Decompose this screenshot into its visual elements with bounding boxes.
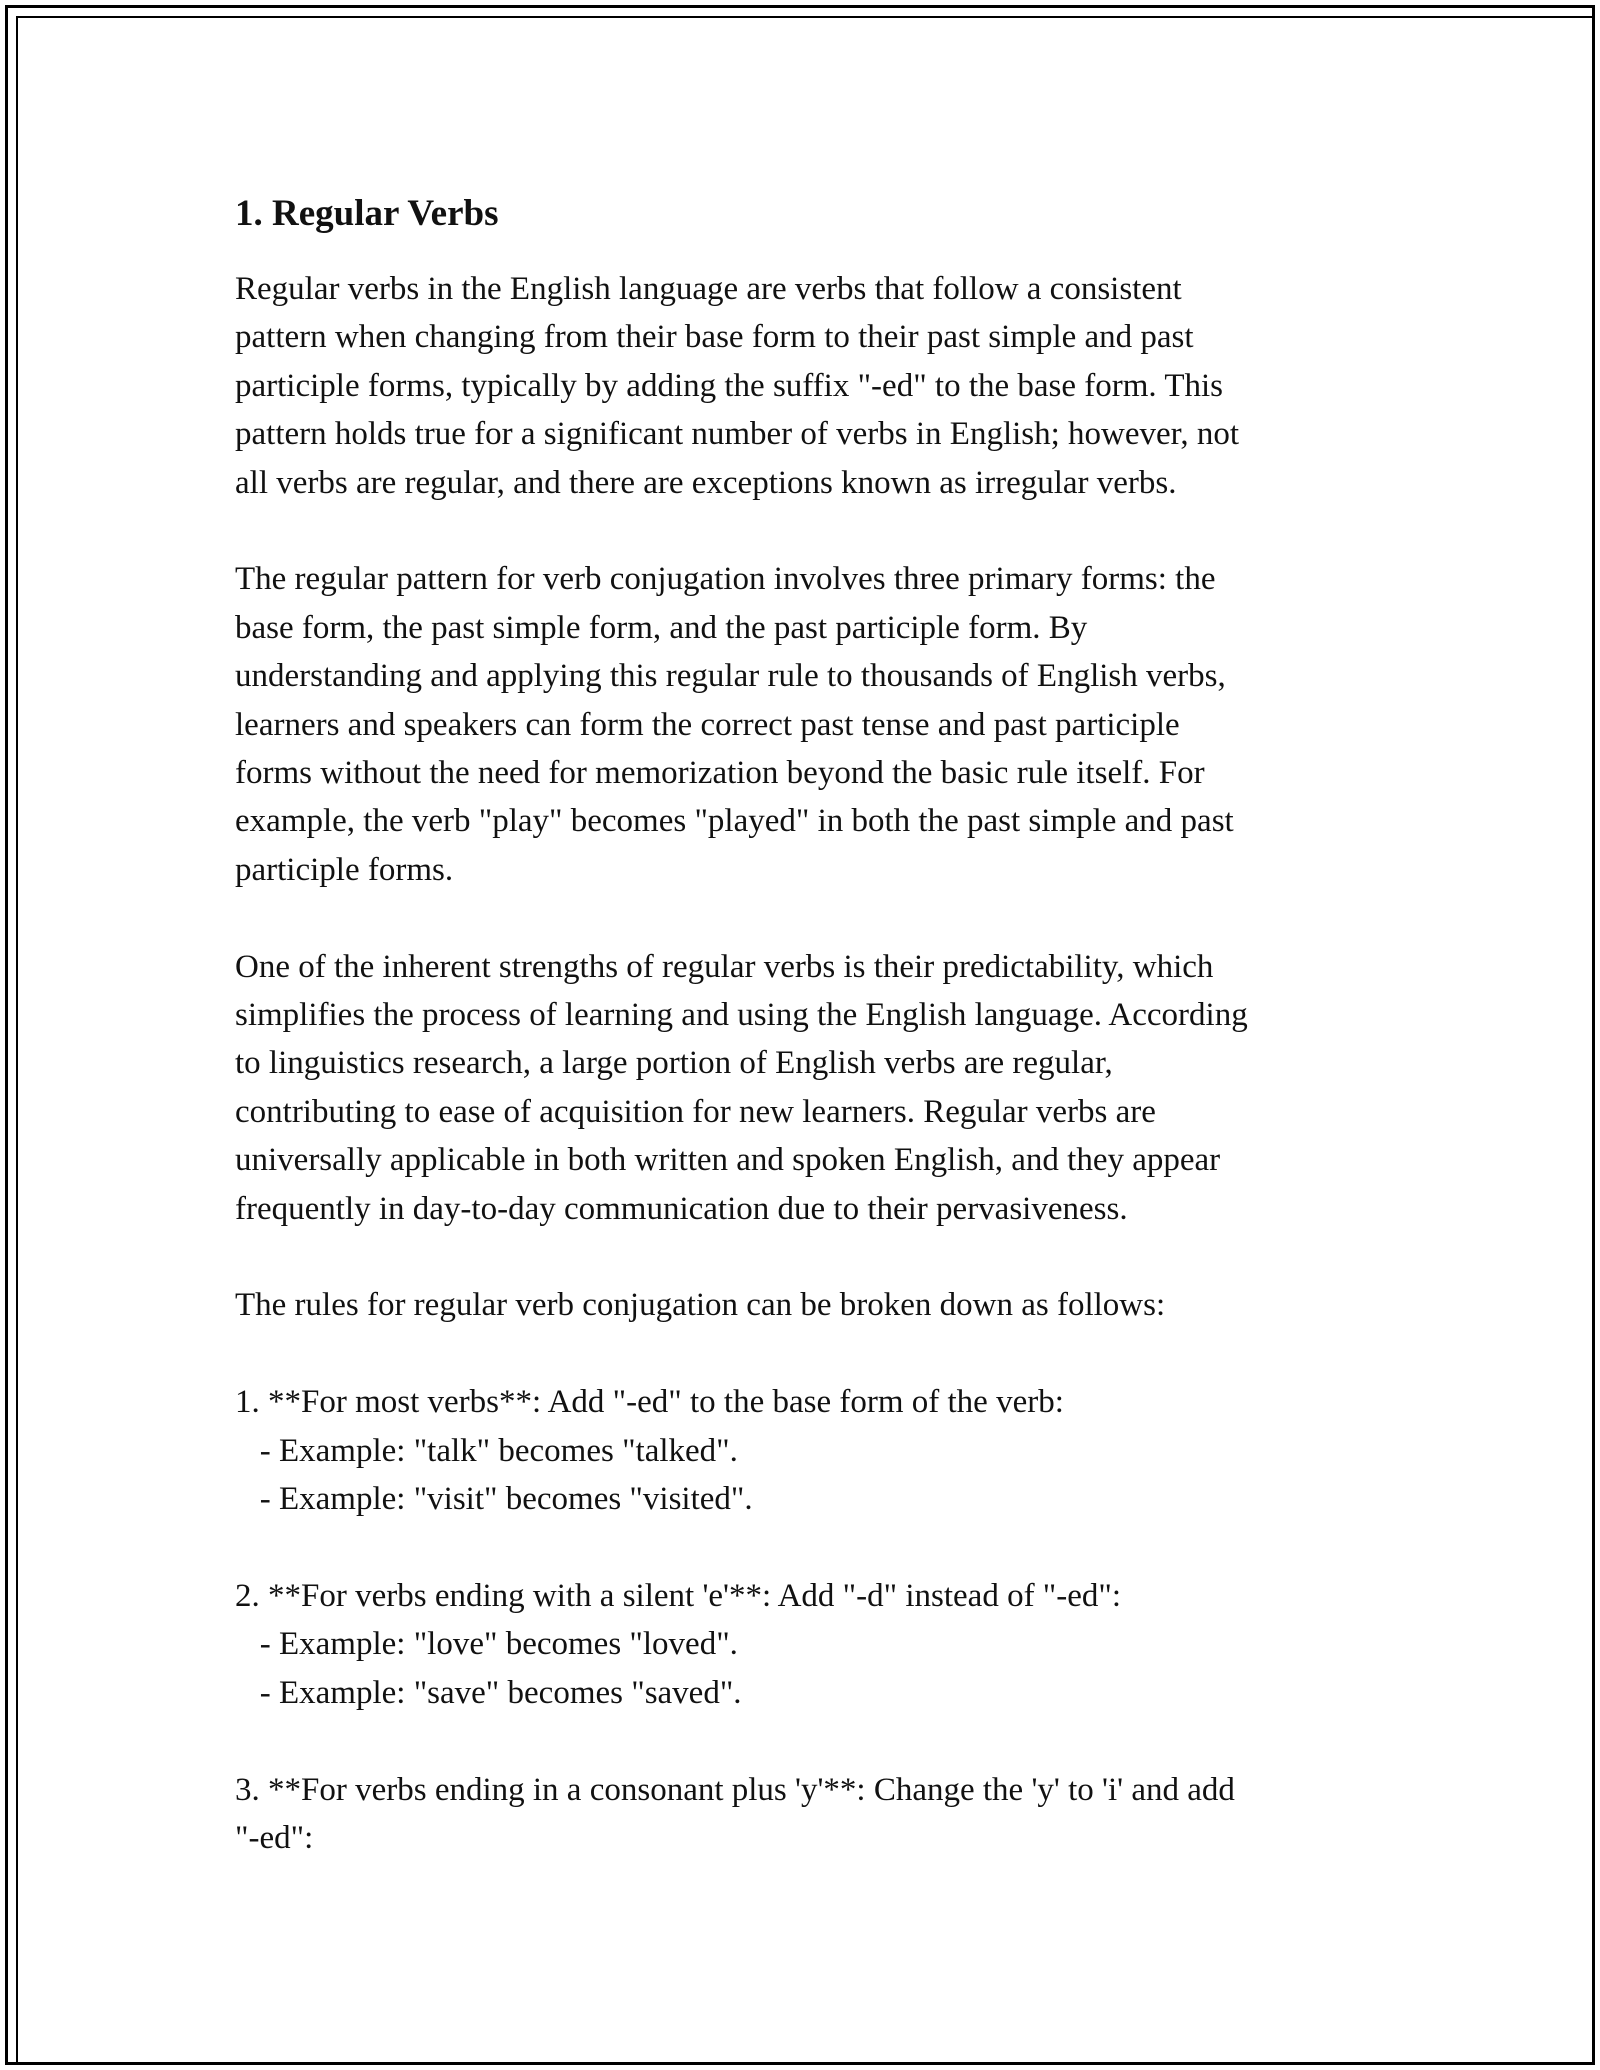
- paragraph-gap: [235, 894, 1385, 942]
- paragraph-rules-intro: The rules for regular verb conjugation can be broken down as follows:: [235, 1287, 1166, 1324]
- paragraph-gap: [235, 1233, 1385, 1281]
- rule-1: 1. **For most verbs**: Add "-ed" to the base form of the verb: - Example: "talk" becomes "talked". - Example: "visit" becomes "visited".: [235, 1384, 1064, 1518]
- document-body: [235, 185, 1385, 1862]
- paragraph-strengths: One of the inherent strengths of regular verbs is their predictability, which simplifies the process of learning and using the English language. According to linguistics research, a large portion of English verbs are regular, contributing to ease of acquisition for new learners. Regular verbs are universally applicable in both written and spoken English, and they appear frequently in day-to-day communication due to their pervasiveness.: [235, 948, 1248, 1227]
- paragraph-pattern: The regular pattern for verb conjugation involves three primary forms: the base form, the past simple form, and the past participle form. By understanding and applying this regular rule to thousands of English verbs, learners and speakers can form the correct past tense and past participle forms without the need for memorization beyond the basic rule itself. For example, the verb "play" becomes "played" in both the past simple and past participle forms.: [235, 561, 1234, 888]
- rule-3: 3. **For verbs ending in a consonant plus 'y'**: Change the 'y' to 'i' and add "-ed":: [235, 1771, 1235, 1856]
- paragraph-intro: Regular verbs in the English language are verbs that follow a consistent pattern when changing from their base form to their past simple and past participle forms, typically by adding the suffix "-ed" to the base form. This pattern holds true for a significant number of verbs in English; however, not all verbs are regular, and there are exceptions known as irregular verbs.: [235, 271, 1240, 501]
- rule-2: 2. **For verbs ending with a silent 'e'**: Add "-d" instead of "-ed": - Example: "love" becomes "loved". - Example: "save" becomes "saved".: [235, 1577, 1122, 1711]
- section-heading: 1. Regular Verbs: [235, 193, 499, 234]
- paragraph-gap: [235, 1717, 1385, 1765]
- paragraph-gap: [235, 507, 1385, 555]
- paragraph-gap: [235, 1330, 1385, 1378]
- paragraph-gap: [235, 1524, 1385, 1572]
